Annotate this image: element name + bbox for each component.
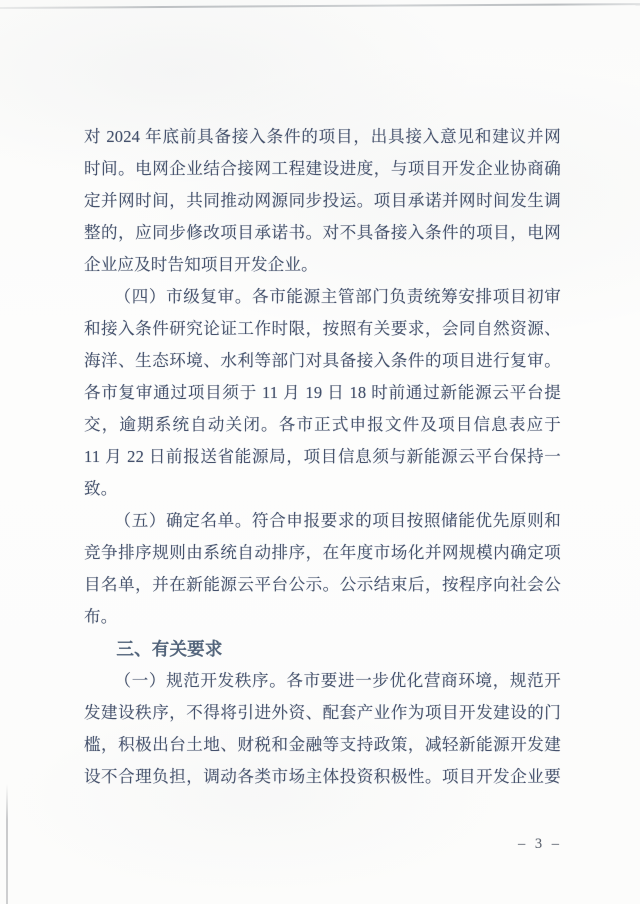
- scan-top-edge-artifact: [0, 3, 640, 9]
- body-line-item-4: （四）市级复审。各市能源主管部门负责统筹安排项目初审: [114, 287, 561, 306]
- body-line: 各市复审通过项目须于 11 月 19 日 18 时前通过新能源云平台提: [84, 383, 561, 402]
- section-heading: 三、有关要求: [116, 639, 223, 659]
- body-line: 目名单，并在新能源云平台公示。公示结束后，按程序向社会公: [84, 575, 561, 594]
- body-line: 企业应及时告知项目开发企业。: [84, 255, 318, 274]
- body-line: 定并网时间，共同推动网源同步投运。项目承诺并网时间发生调: [84, 191, 561, 210]
- body-line: 致。: [84, 479, 118, 498]
- body-line: 交，逾期系统自动关闭。各市正式申报文件及项目信息表应于: [84, 415, 561, 434]
- body-line-item-1: （一）规范开发秩序。各市要进一步优化营商环境，规范开: [114, 671, 561, 690]
- body-line: 发建设秩序，不得将引进外资、配套产业作为项目开发建设的门: [84, 703, 561, 722]
- body-line-item-5: （五）确定名单。符合申报要求的项目按照储能优先原则和: [114, 511, 561, 530]
- body-line: 时间。电网企业结合接网工程建设进度，与项目开发企业协商确: [84, 159, 561, 178]
- document-text-block: [84, 121, 561, 793]
- body-line: 对 2024 年底前具备接入条件的项目，出具接入意见和建议并网: [84, 127, 561, 146]
- body-line: 整的，应同步修改项目承诺书。对不具备接入条件的项目，电网: [84, 223, 561, 242]
- body-line: 11 月 22 日前报送省能源局，项目信息须与新能源云平台保持一: [84, 447, 561, 466]
- body-line: 设不合理负担，调动各类市场主体投资积极性。项目开发企业要: [84, 767, 561, 786]
- body-line: 布。: [84, 607, 118, 626]
- body-line: 海洋、生态环境、水利等部门对具备接入条件的项目进行复审。: [84, 351, 561, 370]
- body-line: 槛，积极出台土地、财税和金融等支持政策，减轻新能源开发建: [84, 735, 561, 754]
- body-line: 和接入条件研究论证工作时限，按照有关要求，会同自然资源、: [84, 319, 561, 338]
- body-line: 竞争排序规则由系统自动排序，在年度市场化并网规模内确定项: [84, 543, 561, 562]
- scan-left-edge-artifact: [6, 784, 8, 904]
- page-number: – 3 –: [518, 836, 562, 852]
